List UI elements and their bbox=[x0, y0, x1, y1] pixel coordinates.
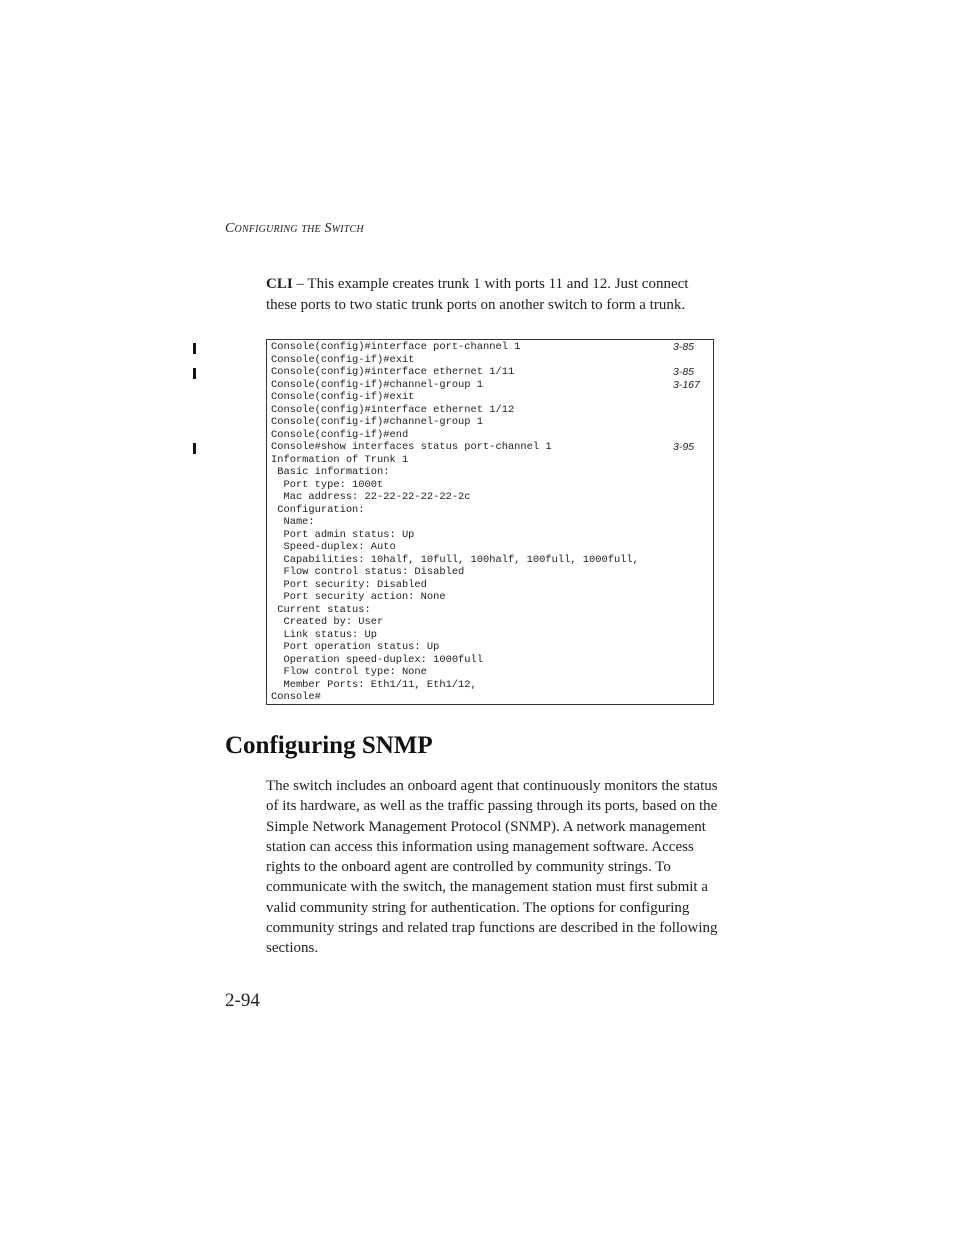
code-line: Console(config-if)#channel-group 1 bbox=[271, 378, 484, 391]
code-line: Console(config)#interface ethernet 1/12 bbox=[271, 403, 515, 416]
command-page-reference: 3-85 bbox=[673, 341, 695, 353]
code-line: Created by: User bbox=[271, 616, 384, 628]
code-line: Flow control status: Disabled bbox=[271, 566, 465, 578]
code-line: Configuration: bbox=[271, 503, 365, 516]
command-page-reference: 3-85 bbox=[673, 366, 695, 378]
change-bar bbox=[193, 443, 196, 454]
code-line: Current status: bbox=[271, 603, 371, 616]
page-number: 2-94 bbox=[225, 990, 260, 1011]
command-page-reference: 3-95 bbox=[673, 441, 695, 453]
cli-intro-paragraph bbox=[266, 274, 716, 316]
code-line: Port type: 1000t bbox=[271, 478, 384, 491]
running-head-text: Configuring the Switch bbox=[225, 221, 364, 236]
code-line: Console# bbox=[271, 691, 321, 703]
code-line: Information of Trunk 1 bbox=[271, 453, 409, 466]
section-body-paragraph: The switch includes an onboard agent that continuously monitors the status of its hardware, as well as the traffic passing through its ports, based on the Simple Network Management Protocol (SNMP). A network management station can access this information using management software. Access rights to the onboard agent are controlled by community strings. To communicate with the switch, the management station must first submit a valid community string for authentication. The options for configuring community strings and related trap functions are described in the following sections. bbox=[266, 778, 718, 957]
code-line: Console#show interfaces status port-channel 1 bbox=[271, 441, 552, 453]
code-line: Link status: Up bbox=[271, 628, 378, 641]
code-line: Console(config-if)#end bbox=[271, 428, 409, 441]
code-line: Port operation status: Up bbox=[271, 641, 440, 653]
code-line: Member Ports: Eth1/11, Eth1/12, bbox=[271, 678, 477, 691]
command-page-reference: 3-167 bbox=[673, 378, 700, 391]
code-line: Name: bbox=[271, 516, 315, 528]
code-line: Basic information: bbox=[271, 466, 390, 478]
code-line: Port security action: None bbox=[271, 591, 446, 603]
code-line: Console(config-if)#channel-group 1 bbox=[271, 416, 484, 428]
change-bar bbox=[193, 368, 196, 379]
section-title: Configuring SNMP bbox=[225, 732, 433, 759]
code-example-box bbox=[266, 339, 714, 705]
code-line: Console(config)#interface port-channel 1 bbox=[271, 341, 521, 353]
code-line: Flow control type: None bbox=[271, 666, 427, 678]
code-line: Console(config)#interface ethernet 1/11 bbox=[271, 366, 515, 378]
code-line: Console(config-if)#exit bbox=[271, 391, 415, 403]
running-head bbox=[225, 221, 364, 237]
code-line: Console(config-if)#exit bbox=[271, 353, 415, 366]
cli-intro-text: – This example creates trunk 1 with ports 11 and 12. Just connect these ports to two static trunk ports on another switch to form a trunk. bbox=[266, 276, 689, 313]
change-bar bbox=[193, 343, 196, 354]
code-line: Mac address: 22-22-22-22-22-2c bbox=[271, 491, 471, 503]
code-line: Speed-duplex: Auto bbox=[271, 541, 396, 553]
cli-label: CLI bbox=[266, 276, 293, 292]
code-line: Port admin status: Up bbox=[271, 528, 415, 541]
code-line: Port security: Disabled bbox=[271, 578, 427, 591]
code-line: Operation speed-duplex: 1000full bbox=[271, 653, 484, 666]
code-line: Capabilities: 10half, 10full, 100half, 100full, 1000full, bbox=[271, 553, 639, 566]
